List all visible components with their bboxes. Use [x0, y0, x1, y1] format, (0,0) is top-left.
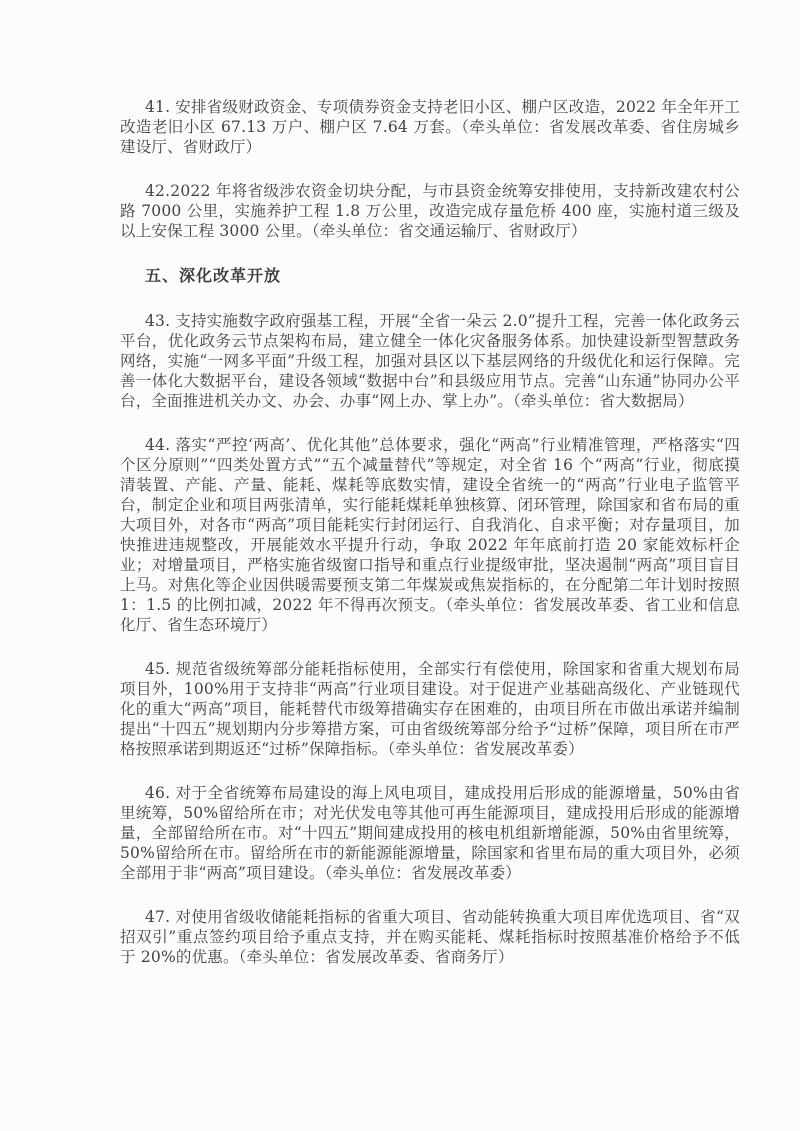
paragraph-46: [120, 783, 740, 883]
paragraph-43-text: 支持实施数字政府强基工程，开展“全省一朵云 2.0”提升工程，完善一体化政务云平台，优化政务云节点架构布局，建立健全一体化灾备服务体系。加快建设新型智慧政务网络，实施“一网多平面”升级工程，加强对县区以下基层网络的升级优化和运行保障。完善一体化大数据平台，建设各领域“数据中台”和县级应用节点。完善“山东通”协同办公平台，全面推进机关办文、办会、办事“网上办、掌上办”。（牵头单位：省大数据局）: [120, 312, 740, 410]
paragraph-47: [120, 907, 740, 967]
paragraph-44-number: 44.: [145, 436, 171, 454]
paragraph-41-text: 安排省级财政资金、专项债券资金支持老旧小区、棚户区改造，2022 年全年开工改造老旧小区 67.13 万户、棚户区 7.64 万套。（牵头单位：省发展改革委、省住房城乡建设厅、省财政厅）: [120, 98, 740, 156]
paragraph-47-number: 47.: [145, 908, 171, 926]
section-heading: 五、深化改革开放: [145, 266, 282, 285]
paragraph-45-number: 45.: [145, 660, 171, 678]
paragraph-45-text: 规范省级统筹部分能耗指标使用，全部实行有偿使用，除国家和省重大规划布局项目外，100%用于支持非“两高”行业项目建设。对于促进产业基础高级化、产业链现代化的重大“两高”项目，能耗替代市级筹措确实存在困难的，由项目所在市做出承诺并编制提出“十四五”规划期内分步筹措方案，可由省级统筹部分给予“过桥”保障，项目所在市严格按照承诺到期返还“过桥”保障指标。（牵头单位：省发展改革委）: [120, 660, 740, 758]
paragraph-41-number: 41.: [145, 98, 171, 116]
paragraph-47-text: 对使用省级收储能耗指标的省重大项目、省动能转换重大项目库优选项目、省“双招双引”重点签约项目给予重点支持，并在购买能耗、煤耗指标时按照基准价格给予不低于 20%的优惠。（牵头单位：省发展改革委、省商务厅）: [120, 908, 740, 966]
paragraph-46-text: 对于全省统筹布局建设的海上风电项目，建成投用后形成的能源增量，50%由省里统筹，50%留给所在市；对光伏发电等其他可再生能源项目，建成投用后形成的能源增量，全部留给所在市。对“十四五”期间建成投用的核电机组新增能源，50%由省里统筹，50%留给所在市。留给所在市的新能源能源增量，除国家和省里布局的重大项目外，必须全部用于非“两高”项目建设。（牵头单位：省发展改革委）: [120, 784, 740, 882]
paragraph-42: [120, 181, 740, 241]
paragraph-43: [120, 311, 740, 411]
paragraph-46-number: 46.: [145, 784, 171, 802]
paragraph-44: [120, 435, 740, 635]
paragraph-44-text: 落实“严控‘两高’、优化其他”总体要求，强化“两高”行业精准管理，严格落实“四个区分原则”“四类处置方式”“五个减量替代”等规定，对全省 16 个“两高”行业，彻底摸清装置、产能、产量、能耗、煤耗等底数实情，建设全省统一的“两高”行业电子监管平台，制定企业和项目两张清单，实行能耗煤耗单独核算、闭环管理，除国家和省布局的重大项目外，对各市“两高”项目能耗实行封闭运行、自我消化、自求平衡；对存量项目，加快推进违规整改，开展能效水平提升行动，争取 2022 年年底前打造 20 家能效标杆企业；对增量项目，严格实施省级窗口指导和重点行业提级审批，坚决遏制“两高”项目盲目上马。对焦化等企业因供暖需要预支第二年煤炭或焦炭指标的，在分配第二年计划时按照 1：1.5 的比例扣减，2022 年不得再次预支。（牵头单位：省发展改革委、省工业和信息化厅、省生态环境厅）: [120, 436, 740, 634]
paragraph-45: [120, 659, 740, 759]
paragraph-42-text: 2022 年将省级涉农资金切块分配，与市县资金统筹安排使用，支持新改建农村公路 7000 公里，实施养护工程 1.8 万公里，改造完成存量危桥 400 座，实施村道三级及以上安保工程 3000 公里。（牵头单位：省交通运输厅、省财政厅）: [120, 182, 740, 240]
paragraph-43-number: 43.: [145, 312, 171, 330]
paragraph-41: [120, 97, 740, 157]
paragraph-42-number: 42.: [145, 182, 171, 200]
